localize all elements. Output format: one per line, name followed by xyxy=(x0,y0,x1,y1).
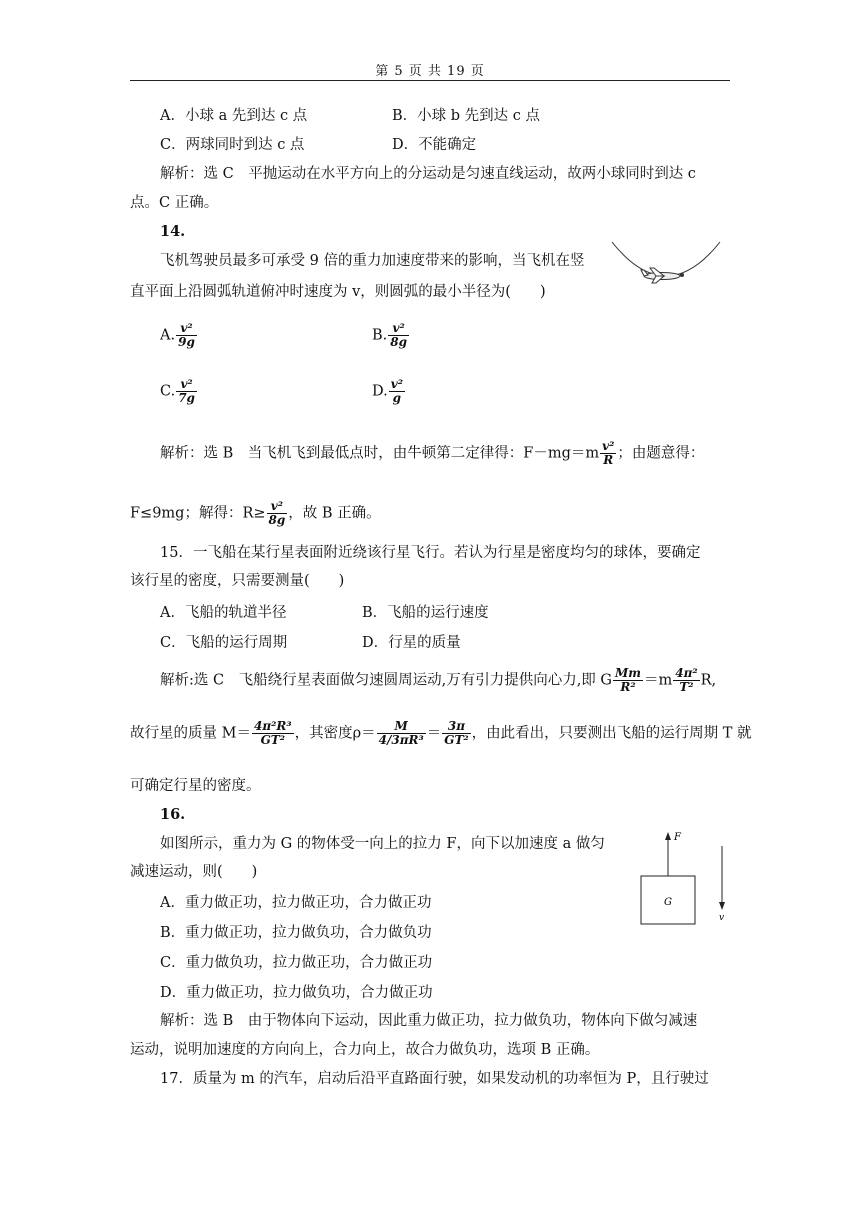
fraction xyxy=(673,667,699,694)
fraction xyxy=(442,720,470,747)
denominator: GT² xyxy=(444,733,469,747)
q13-option-c: C．两球同时到达 c 点 xyxy=(160,137,305,153)
q13-option-b: B．小球 b 先到达 c 点 xyxy=(392,108,540,124)
arc-path xyxy=(612,242,720,276)
numerator: 4π² xyxy=(675,666,698,680)
denominator: R² xyxy=(620,680,636,694)
q16-option-c: C．重力做负功，拉力做正功，合力做正功 xyxy=(160,955,433,971)
q16-option-b: B．重力做正功，拉力做负功，合力做负功 xyxy=(160,925,432,941)
q13-option-a: A．小球 a 先到达 c 点 xyxy=(160,108,308,124)
q14-number: 14. xyxy=(160,223,186,240)
fraction xyxy=(388,322,409,349)
denominator: 4/3πR³ xyxy=(378,733,424,747)
denominator: T² xyxy=(679,680,694,694)
q14-stem-line2: 直平面上沿圆弧轨道俯冲时速度为 v，则圆弧的最小半径为( ) xyxy=(130,284,546,300)
analysis-text: ，故 B 正确。 xyxy=(288,505,381,522)
q15-analysis-line1 xyxy=(160,667,716,694)
q15-option-b: B．飞船的运行速度 xyxy=(362,605,489,621)
q15-option-d: D．行星的质量 xyxy=(362,635,461,651)
fraction xyxy=(389,378,405,405)
q15-analysis-line3: 可确定行星的密度。 xyxy=(130,778,261,794)
analysis-text: ，其密度ρ＝ xyxy=(294,725,376,742)
q14-option-a xyxy=(160,322,198,349)
denominator: 8g xyxy=(390,335,408,349)
q14-stem-line1: 飞机驾驶员最多可承受 9 倍的重力加速度带来的影响，当飞机在竖 xyxy=(160,253,585,269)
q14-analysis-line2 xyxy=(130,500,381,527)
q16-stem-line1: 如图所示，重力为 G 的物体受一向上的拉力 F，向下以加速度 a 做匀 xyxy=(160,836,605,852)
fraction xyxy=(377,720,426,747)
q15-stem-line2: 该行星的密度，只需要测量( ) xyxy=(130,573,345,589)
header-divider xyxy=(130,80,730,81)
option-label: D. xyxy=(372,383,388,400)
analysis-text: ＝m xyxy=(643,672,673,689)
denominator: 8g xyxy=(268,513,286,527)
page-header: 第 5 页 共 19 页 xyxy=(375,64,485,79)
q13-analysis-line2: 点。C 正确。 xyxy=(130,195,219,211)
q15-stem-line1: 15．一飞船在某行星表面附近绕该行星飞行。若认为行星是密度均匀的球体，要确定 xyxy=(160,545,701,561)
analysis-text: 解析:选 C 飞船绕行星表面做匀速圆周运动,万有引力提供向心力,即 G xyxy=(160,672,612,689)
denominator: 7g xyxy=(178,391,195,405)
numerator: v² xyxy=(176,322,197,336)
q16-option-d: D．重力做正功，拉力做负功，合力做正功 xyxy=(160,985,433,1001)
velocity-arrow-head xyxy=(719,902,725,910)
analysis-text: F≤9mg；解得：R≥ xyxy=(130,505,266,522)
numerator: v² xyxy=(267,500,288,514)
analysis-text: 故行星的质量 M＝ xyxy=(130,725,251,742)
q16-stem-line2: 减速运动，则( ) xyxy=(130,864,258,880)
numerator: v² xyxy=(602,439,615,453)
option-label: B. xyxy=(372,327,388,344)
q14-analysis-line1 xyxy=(160,440,704,467)
numerator: v² xyxy=(390,377,403,391)
analysis-text: ，由此看出，只要测出飞船的运行周期 T 就 xyxy=(471,725,752,742)
fraction xyxy=(267,500,288,527)
airplane-icon xyxy=(641,268,684,283)
q16-analysis-line2: 运动，说明加速度的方向向上，合力向上，故合力做负功，选项 B 正确。 xyxy=(130,1042,600,1058)
airplane-arc-figure xyxy=(606,238,726,292)
q13-option-d: D．不能确定 xyxy=(392,137,477,153)
force-diagram-figure xyxy=(636,826,740,930)
q15-option-c: C．飞船的运行周期 xyxy=(160,635,288,651)
denominator: R xyxy=(603,453,614,467)
q17-stem-line1: 17．质量为 m 的汽车，启动后沿平直路面行驶，如果发动机的功率恒为 P，且行驶过 xyxy=(160,1071,709,1087)
fraction xyxy=(252,720,294,747)
block-label: G xyxy=(664,897,672,908)
option-label: C. xyxy=(160,383,176,400)
force-arrow-head xyxy=(665,832,671,840)
numerator: 3π xyxy=(442,720,470,734)
analysis-text: R, xyxy=(700,672,717,689)
q16-option-a: A．重力做正功，拉力做正功，合力做正功 xyxy=(160,895,432,911)
q14-option-c xyxy=(160,378,198,405)
numerator: v² xyxy=(176,378,197,392)
velocity-label: v xyxy=(719,913,725,923)
fraction xyxy=(176,322,197,349)
denominator: GT² xyxy=(260,733,285,747)
q14-option-b xyxy=(372,322,410,349)
q16-analysis-line1: 解析：选 B 由于物体向下运动，因此重力做正功，拉力做负功，物体向下做匀减速 xyxy=(160,1013,698,1029)
denominator: g xyxy=(392,391,402,405)
denominator: 9g xyxy=(178,335,195,349)
numerator: 4π²R³ xyxy=(253,719,292,733)
fraction xyxy=(600,440,616,467)
analysis-text: 解析：选 B 当飞机飞到最低点时，由牛顿第二定律得：F－mg＝m xyxy=(160,445,600,462)
q15-option-a: A．飞船的轨道半径 xyxy=(160,605,287,621)
fraction xyxy=(176,378,197,405)
q14-option-d xyxy=(372,378,406,405)
force-label: F xyxy=(674,832,681,843)
fraction xyxy=(613,667,643,694)
analysis-text: ；由题意得： xyxy=(617,445,705,462)
q15-analysis-line2 xyxy=(130,720,752,747)
analysis-text: ＝ xyxy=(426,725,442,742)
numerator: v² xyxy=(388,322,409,336)
numerator: Mm xyxy=(615,666,641,680)
q13-analysis-line1: 解析：选 C 平抛运动在水平方向上的分运动是匀速直线运动，故两小球同时到达 c xyxy=(160,166,696,182)
option-label: A. xyxy=(160,327,176,344)
q16-number: 16. xyxy=(160,806,186,823)
numerator: M xyxy=(377,720,426,734)
